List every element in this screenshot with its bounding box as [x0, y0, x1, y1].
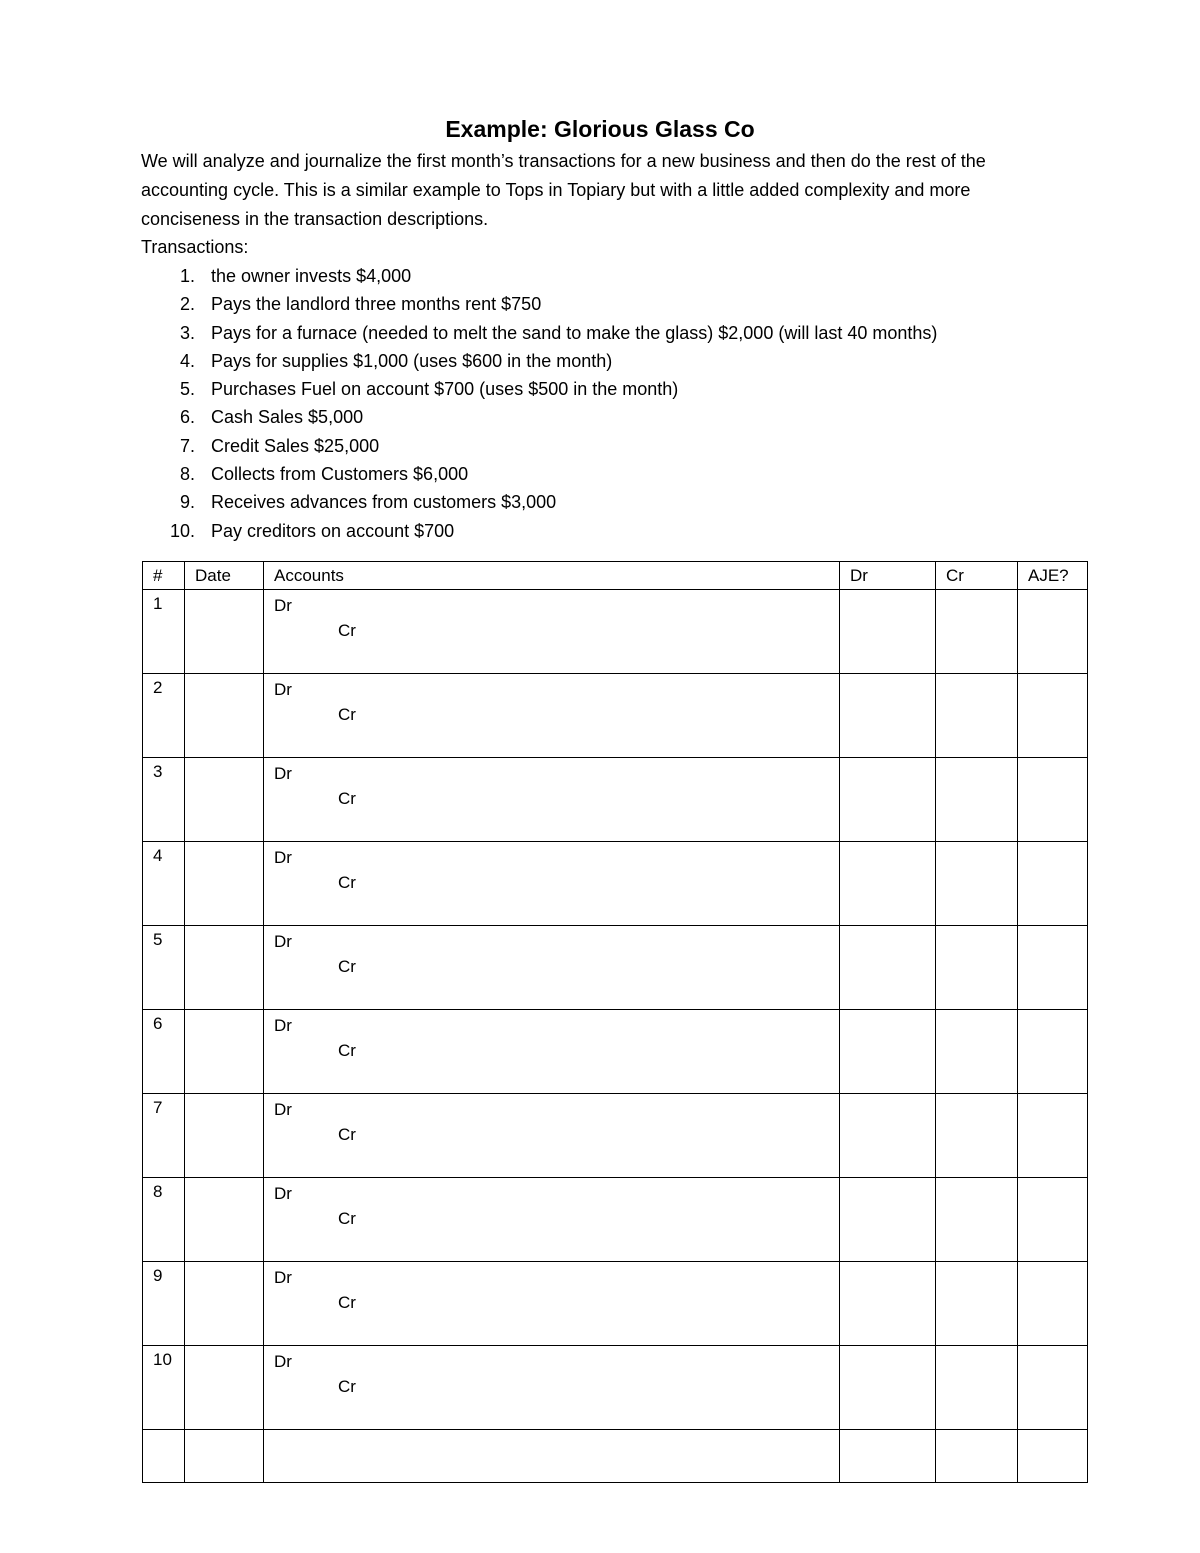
accounts-cell[interactable] — [264, 926, 840, 1010]
credit-amount-cell[interactable] — [936, 1094, 1018, 1178]
transaction-number: 1. — [179, 266, 195, 286]
debit-amount-cell[interactable] — [840, 842, 936, 926]
debit-account-label: Dr — [274, 1268, 292, 1287]
entry-number: 2 — [143, 674, 185, 758]
debit-account-label: Dr — [274, 764, 292, 783]
transaction-text: Pays for supplies $1,000 (uses $600 in the month) — [211, 350, 613, 371]
aje-cell[interactable] — [1018, 1430, 1088, 1483]
header-date: Date — [185, 562, 264, 590]
accounts-cell[interactable] — [264, 1010, 840, 1094]
header-debit: Dr — [840, 562, 936, 590]
transaction-number: 7. — [179, 435, 195, 456]
transaction-number: 9. — [179, 492, 195, 513]
credit-amount-cell[interactable] — [936, 1430, 1018, 1483]
debit-amount-cell[interactable] — [840, 590, 936, 674]
accounts-cell[interactable] — [264, 1262, 840, 1346]
entry-number: 3 — [143, 758, 185, 842]
journal-table — [142, 561, 1088, 1483]
debit-amount-cell[interactable] — [840, 1262, 936, 1346]
journal-row-blank — [143, 1430, 1088, 1483]
entry-number: 8 — [143, 1178, 185, 1262]
credit-account-label: Cr — [338, 1377, 356, 1396]
date-cell[interactable] — [185, 1346, 264, 1430]
aje-cell[interactable] — [1018, 590, 1088, 674]
date-cell[interactable] — [185, 758, 264, 842]
credit-amount-cell[interactable] — [936, 1262, 1018, 1346]
entry-number: 6 — [143, 1010, 185, 1094]
date-cell[interactable] — [185, 1010, 264, 1094]
aje-cell[interactable] — [1018, 758, 1088, 842]
credit-account-label: Cr — [338, 1293, 356, 1312]
aje-cell[interactable] — [1018, 926, 1088, 1010]
credit-account-label: Cr — [338, 873, 356, 892]
journal-row — [143, 758, 1088, 842]
journal-row — [143, 1346, 1088, 1430]
accounts-cell[interactable] — [264, 1346, 840, 1430]
journal-row — [143, 590, 1088, 674]
debit-account-label: Dr — [274, 932, 292, 951]
transaction-text: Pays for a furnace (needed to melt the sand to make the glass) $2,000 (will last 40 months) — [211, 322, 938, 343]
accounts-cell[interactable] — [264, 674, 840, 758]
accounts-cell[interactable] — [264, 1178, 840, 1262]
aje-cell[interactable] — [1018, 1178, 1088, 1262]
credit-amount-cell[interactable] — [936, 1010, 1018, 1094]
journal-row — [143, 926, 1088, 1010]
credit-account-label: Cr — [338, 789, 356, 808]
aje-cell[interactable] — [1018, 1010, 1088, 1094]
debit-account-label: Dr — [274, 680, 292, 699]
debit-amount-cell[interactable] — [840, 1430, 936, 1483]
credit-amount-cell[interactable] — [936, 674, 1018, 758]
date-cell[interactable] — [185, 1430, 264, 1483]
transaction-number: 10. — [169, 520, 195, 541]
transactions-heading: Transactions: — [141, 237, 249, 257]
date-cell[interactable] — [185, 674, 264, 758]
page-title: Example: Glorious Glass Co — [445, 116, 755, 142]
transaction-number: 6. — [179, 407, 195, 428]
aje-cell[interactable] — [1018, 674, 1088, 758]
transaction-text: Cash Sales $5,000 — [211, 407, 364, 428]
journal-row — [143, 674, 1088, 758]
journal-row — [143, 1094, 1088, 1178]
date-cell[interactable] — [185, 1178, 264, 1262]
journal-row — [143, 1010, 1088, 1094]
aje-cell[interactable] — [1018, 1094, 1088, 1178]
entry-number: 5 — [143, 926, 185, 1010]
transaction-text: Credit Sales $25,000 — [211, 435, 380, 456]
debit-amount-cell[interactable] — [840, 758, 936, 842]
entry-number: 1 — [143, 590, 185, 674]
debit-amount-cell[interactable] — [840, 1178, 936, 1262]
transaction-text: Receives advances from customers $3,000 — [211, 492, 557, 513]
transaction-number: 3. — [179, 322, 195, 343]
credit-account-label: Cr — [338, 705, 356, 724]
transaction-text: Pay creditors on account $700 — [211, 520, 455, 541]
debit-account-label: Dr — [274, 1100, 292, 1119]
entry-number: 7 — [143, 1094, 185, 1178]
transaction-number: 8. — [179, 464, 195, 485]
credit-account-label: Cr — [338, 1041, 356, 1060]
aje-cell[interactable] — [1018, 1262, 1088, 1346]
credit-amount-cell[interactable] — [936, 842, 1018, 926]
accounts-cell[interactable] — [264, 842, 840, 926]
entry-number: 4 — [143, 842, 185, 926]
credit-account-label: Cr — [338, 1125, 356, 1144]
debit-account-label: Dr — [274, 1352, 292, 1371]
debit-amount-cell[interactable] — [840, 674, 936, 758]
date-cell[interactable] — [185, 926, 264, 1010]
accounts-cell[interactable] — [264, 1430, 840, 1483]
accounts-cell[interactable] — [264, 590, 840, 674]
credit-amount-cell[interactable] — [936, 590, 1018, 674]
transaction-number: 5. — [179, 379, 195, 400]
aje-cell[interactable] — [1018, 842, 1088, 926]
transaction-text: the owner invests $4,000 — [211, 266, 412, 286]
aje-cell[interactable] — [1018, 1346, 1088, 1430]
header-number: # — [143, 562, 185, 590]
date-cell[interactable] — [185, 1094, 264, 1178]
header-aje: AJE? — [1018, 562, 1088, 590]
credit-amount-cell[interactable] — [936, 758, 1018, 842]
credit-amount-cell[interactable] — [936, 926, 1018, 1010]
intro-text: We will analyze and journalize the first month’s transactions for a new business and then do the rest of the accounting cycle. This is a similar example to Tops in Topiary but with a little added complexity and more conciseness in the transaction descriptions. — [141, 151, 986, 229]
date-cell[interactable] — [185, 590, 264, 674]
journal-row — [143, 842, 1088, 926]
transaction-number: 4. — [179, 350, 195, 371]
date-cell[interactable] — [185, 842, 264, 926]
credit-amount-cell[interactable] — [936, 1346, 1018, 1430]
journal-row — [143, 1262, 1088, 1346]
debit-amount-cell[interactable] — [840, 926, 936, 1010]
header-credit: Cr — [936, 562, 1018, 590]
header-accounts: Accounts — [264, 562, 840, 590]
credit-account-label: Cr — [338, 621, 356, 640]
debit-amount-cell[interactable] — [840, 1346, 936, 1430]
debit-account-label: Dr — [274, 1184, 292, 1203]
entry-number-cell[interactable] — [143, 1430, 185, 1483]
debit-account-label: Dr — [274, 596, 292, 615]
intro-paragraph — [141, 147, 1061, 234]
transaction-number: 2. — [179, 294, 195, 315]
journal-row — [143, 1178, 1088, 1262]
credit-account-label: Cr — [338, 957, 356, 976]
entry-number: 10 — [143, 1346, 185, 1430]
accounts-cell[interactable] — [264, 1094, 840, 1178]
transaction-text: Collects from Customers $6,000 — [211, 464, 469, 485]
debit-amount-cell[interactable] — [840, 1094, 936, 1178]
credit-amount-cell[interactable] — [936, 1178, 1018, 1262]
journal-header-row — [143, 562, 1088, 590]
debit-account-label: Dr — [274, 1016, 292, 1035]
transaction-text: Purchases Fuel on account $700 (uses $500 in the month) — [211, 379, 679, 400]
debit-account-label: Dr — [274, 848, 292, 867]
entry-number: 9 — [143, 1262, 185, 1346]
debit-amount-cell[interactable] — [840, 1010, 936, 1094]
date-cell[interactable] — [185, 1262, 264, 1346]
transaction-text: Pays the landlord three months rent $750 — [211, 294, 542, 315]
accounts-cell[interactable] — [264, 758, 840, 842]
credit-account-label: Cr — [338, 1209, 356, 1228]
